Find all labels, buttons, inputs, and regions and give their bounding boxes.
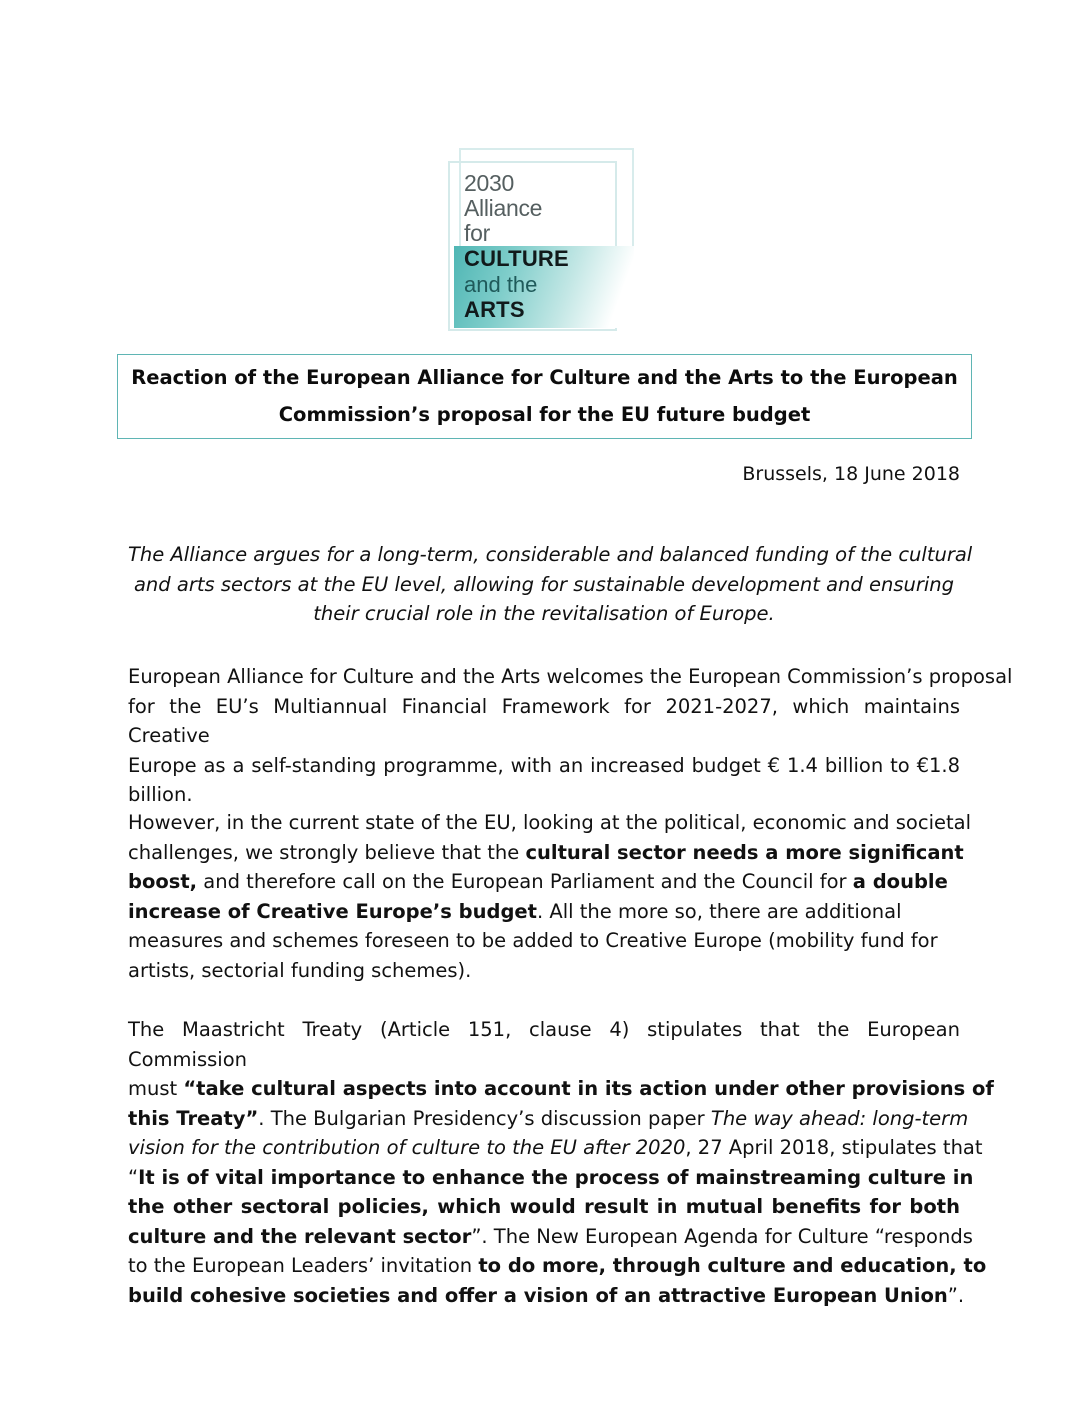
document-title-line-2: Commission’s proposal for the EU future budget [278, 403, 811, 426]
text-run: must [128, 1077, 184, 1100]
logo-line-year: 2030 [464, 170, 514, 196]
lead-line: their crucial role in the revitalisation of Europe. [313, 602, 775, 625]
paragraph-line: European Alliance for Culture and the Arts welcomes the European Commission’s proposal [128, 665, 1013, 688]
paragraph-line: artists, sectorial funding schemes). [128, 958, 472, 982]
logo-line-arts: ARTS [464, 297, 525, 322]
text-run: , 27 April 2018, stipulates that [685, 1136, 983, 1159]
emphasis-text: increase of Creative Europe’s budget [128, 899, 537, 923]
paragraph-line [128, 1133, 983, 1163]
paragraph-treaty-context [128, 1015, 994, 1310]
paragraph-line [128, 1074, 994, 1104]
emphasis-text: to do more, through culture and education, to [478, 1254, 987, 1277]
paragraph-line: for the EU’s Multiannual Financial Framework for 2021-2027, which maintains Creative [128, 694, 960, 747]
paragraph-line [128, 897, 960, 927]
paragraph-line [128, 1163, 974, 1193]
paragraph-line: measures and schemes foreseen to be added to Creative Europe (mobility fund for [128, 929, 938, 952]
emphasis-text: boost, [128, 870, 198, 893]
logo-line-alliance: Alliance [464, 195, 543, 221]
alliance-logo [448, 148, 640, 332]
paragraph-line: However, in the current state of the EU, looking at the political, economic and societal [128, 811, 971, 834]
paragraph-welcome [128, 662, 1013, 810]
text-run: challenges, we strongly believe that the [128, 840, 526, 864]
emphasis-text: this Treaty” [128, 1106, 259, 1130]
paragraph-line [128, 1104, 969, 1134]
text-run: ”. The New European Agenda for Culture “responds [471, 1224, 973, 1248]
text-run: ”. [947, 1283, 965, 1307]
paragraph-line [128, 1281, 965, 1311]
lead-line: The Alliance argues for a long-term, considerable and balanced funding of the cultural [128, 543, 973, 566]
paragraph-line: Europe as a self-standing programme, with an increased budget € 1.4 billion to €1.8 [128, 753, 960, 777]
document-title-box [117, 354, 972, 439]
paragraph-line [128, 838, 964, 868]
logo-line-for: for [464, 220, 490, 246]
emphasis-text: culture and the relevant sector [128, 1224, 472, 1248]
logo-line-culture: CULTURE [464, 246, 569, 271]
paragraph-call-for-increase [128, 808, 971, 985]
emphasis-text: the other sectoral policies, which would result in mutual benefits for both [128, 1195, 960, 1218]
text-run: and therefore call on the European Parliament and the Council for [197, 870, 853, 893]
emphasis-text: a double [852, 870, 948, 893]
emphasis-text: build cohesive societies and offer a vision of an attractive European Union [128, 1283, 948, 1307]
paragraph-line [128, 1251, 987, 1281]
text-run: to the European Leaders’ invitation [128, 1254, 479, 1277]
logo-line-and-the: and the [464, 272, 538, 297]
lead-line: and arts sectors at the EU level, allowing for sustainable development and ensuring [133, 572, 955, 596]
cited-title: vision for the contribution of culture to the EU after 2020 [128, 1136, 686, 1159]
lead-summary [128, 540, 973, 629]
paragraph-line: billion. [128, 783, 193, 806]
text-run: . The Bulgarian Presidency’s discussion paper [258, 1106, 711, 1130]
emphasis-text: cultural sector needs a more significant [525, 840, 964, 864]
text-run: . All the more so, there are additional [536, 899, 902, 923]
document-title-line-1: Reaction of the European Alliance for Culture and the Arts to the European [131, 366, 958, 389]
paragraph-line [128, 1222, 973, 1252]
emphasis-text: “take cultural aspects into account in its action under other provisions of [183, 1077, 994, 1100]
paragraph-line: The Maastricht Treaty (Article 151, clause 4) stipulates that the European Commission [128, 1018, 960, 1071]
paragraph-line [128, 1192, 960, 1222]
cited-title: The way ahead: long-term [710, 1106, 969, 1130]
emphasis-text: It is of vital importance to enhance the process of mainstreaming culture in [138, 1165, 974, 1189]
text-run: “ [128, 1165, 139, 1189]
place-and-date: Brussels, 18 June 2018 [742, 463, 960, 485]
paragraph-line [128, 867, 960, 897]
